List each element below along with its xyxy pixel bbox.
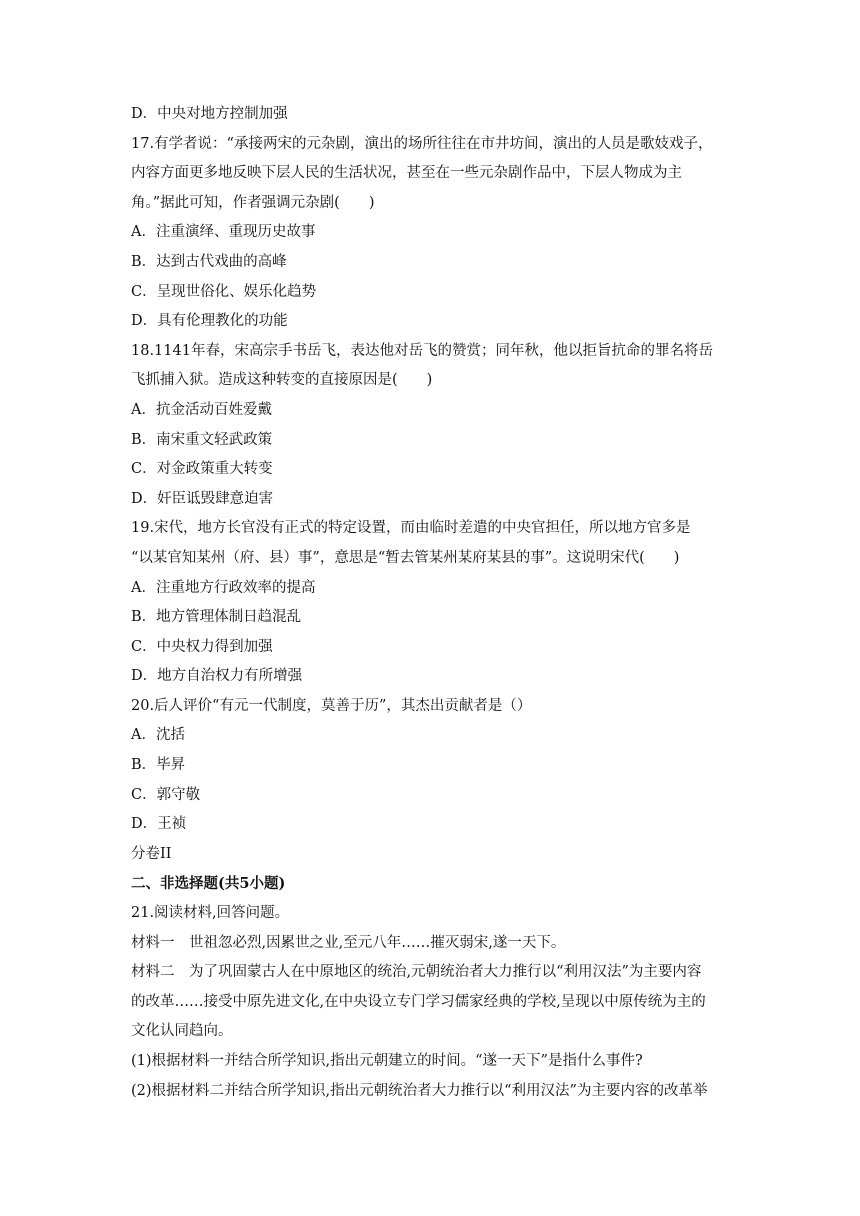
text-line: B．达到古代戏曲的高峰 — [131, 253, 287, 270]
text-line: 分卷II — [131, 845, 172, 862]
text-line: 材料一 世祖忽必烈,因累世之业,至元八年……摧灭弱宋,遂一天下。 — [131, 934, 566, 951]
text-line: A．注重演绎、重现历史故事 — [131, 224, 316, 241]
text-line: (2)根据材料二并结合所学知识,指出元朝统治者大力推行以“利用汉法”为主要内容的改革举 — [131, 1082, 708, 1099]
text-line: A．注重地方行政效率的提高 — [131, 579, 316, 596]
text-line: 19.宋代，地方长官没有正式的特定设置，而由临时差遣的中央官担任，所以地方官多是 — [131, 520, 691, 537]
text-line: 文化认同趋向。 — [131, 1023, 233, 1040]
text-line: C．郭守敬 — [131, 786, 201, 803]
text-line: 17.有学者说：“承接两宋的元杂剧，演出的场所往往在市井坊间，演出的人员是歌妓戏子， — [131, 135, 713, 152]
text-line: D．王祯 — [131, 816, 187, 833]
text-line: A．沈括 — [131, 727, 185, 744]
text-line: B．地方管理体制日趋混乱 — [131, 609, 302, 626]
text-line: 20.后人评价“有元一代制度，莫善于历”，其杰出贡献者是（） — [131, 697, 532, 714]
text-line: C．对金政策重大转变 — [131, 461, 273, 478]
text-line: A．抗金活动百姓爱戴 — [131, 401, 272, 418]
text-line: C．呈现世俗化、娱乐化趋势 — [131, 283, 317, 300]
text-line: “以某官知某州（府、县）事”，意思是“暂去管某州某府某县的事”。这说明宋代( ) — [131, 549, 680, 566]
text-line: 的改革……接受中原先进文化,在中央设立专门学习儒家经典的学校,呈现以中原传统为主的 — [131, 993, 706, 1010]
text-line: 21.阅读材料,回答问题。 — [131, 905, 290, 922]
text-line: D．中央对地方控制加强 — [131, 106, 288, 122]
text-line: D．地方自治权力有所增强 — [131, 668, 303, 685]
text-line: C．中央权力得到加强 — [131, 638, 273, 655]
text-line: 角。”据此可知，作者强调元杂剧( ) — [131, 194, 375, 211]
text-line: D．奸臣诋毁肆意迫害 — [131, 490, 274, 507]
text-line: 18.1141年春，宋高宗手书岳飞，表达他对岳飞的赞赏；同年秋，他以拒旨抗命的罪名将岳 — [131, 342, 713, 359]
text-line: 材料二 为了巩固蒙古人在中原地区的统治,元朝统治者大力推行以“利用汉法”为主要内容 — [131, 964, 702, 981]
text-line: 二、非选择题(共5小题) — [131, 875, 286, 893]
text-line: 内容方面更多地反映下层人民的生活状况，甚至在一些元杂剧作品中，下层人物成为主 — [131, 165, 682, 182]
text-line: D．具有伦理教化的功能 — [131, 313, 288, 330]
text-line: B．毕昇 — [131, 757, 186, 774]
text-line: (1)根据材料一并结合所学知识,指出元朝建立的时间。“遂一天下”是指什么事件? — [131, 1053, 643, 1069]
text-line: B．南宋重文轻武政策 — [131, 431, 273, 448]
text-line: 飞抓捕入狱。造成这种转变的直接原因是( ) — [131, 372, 433, 389]
